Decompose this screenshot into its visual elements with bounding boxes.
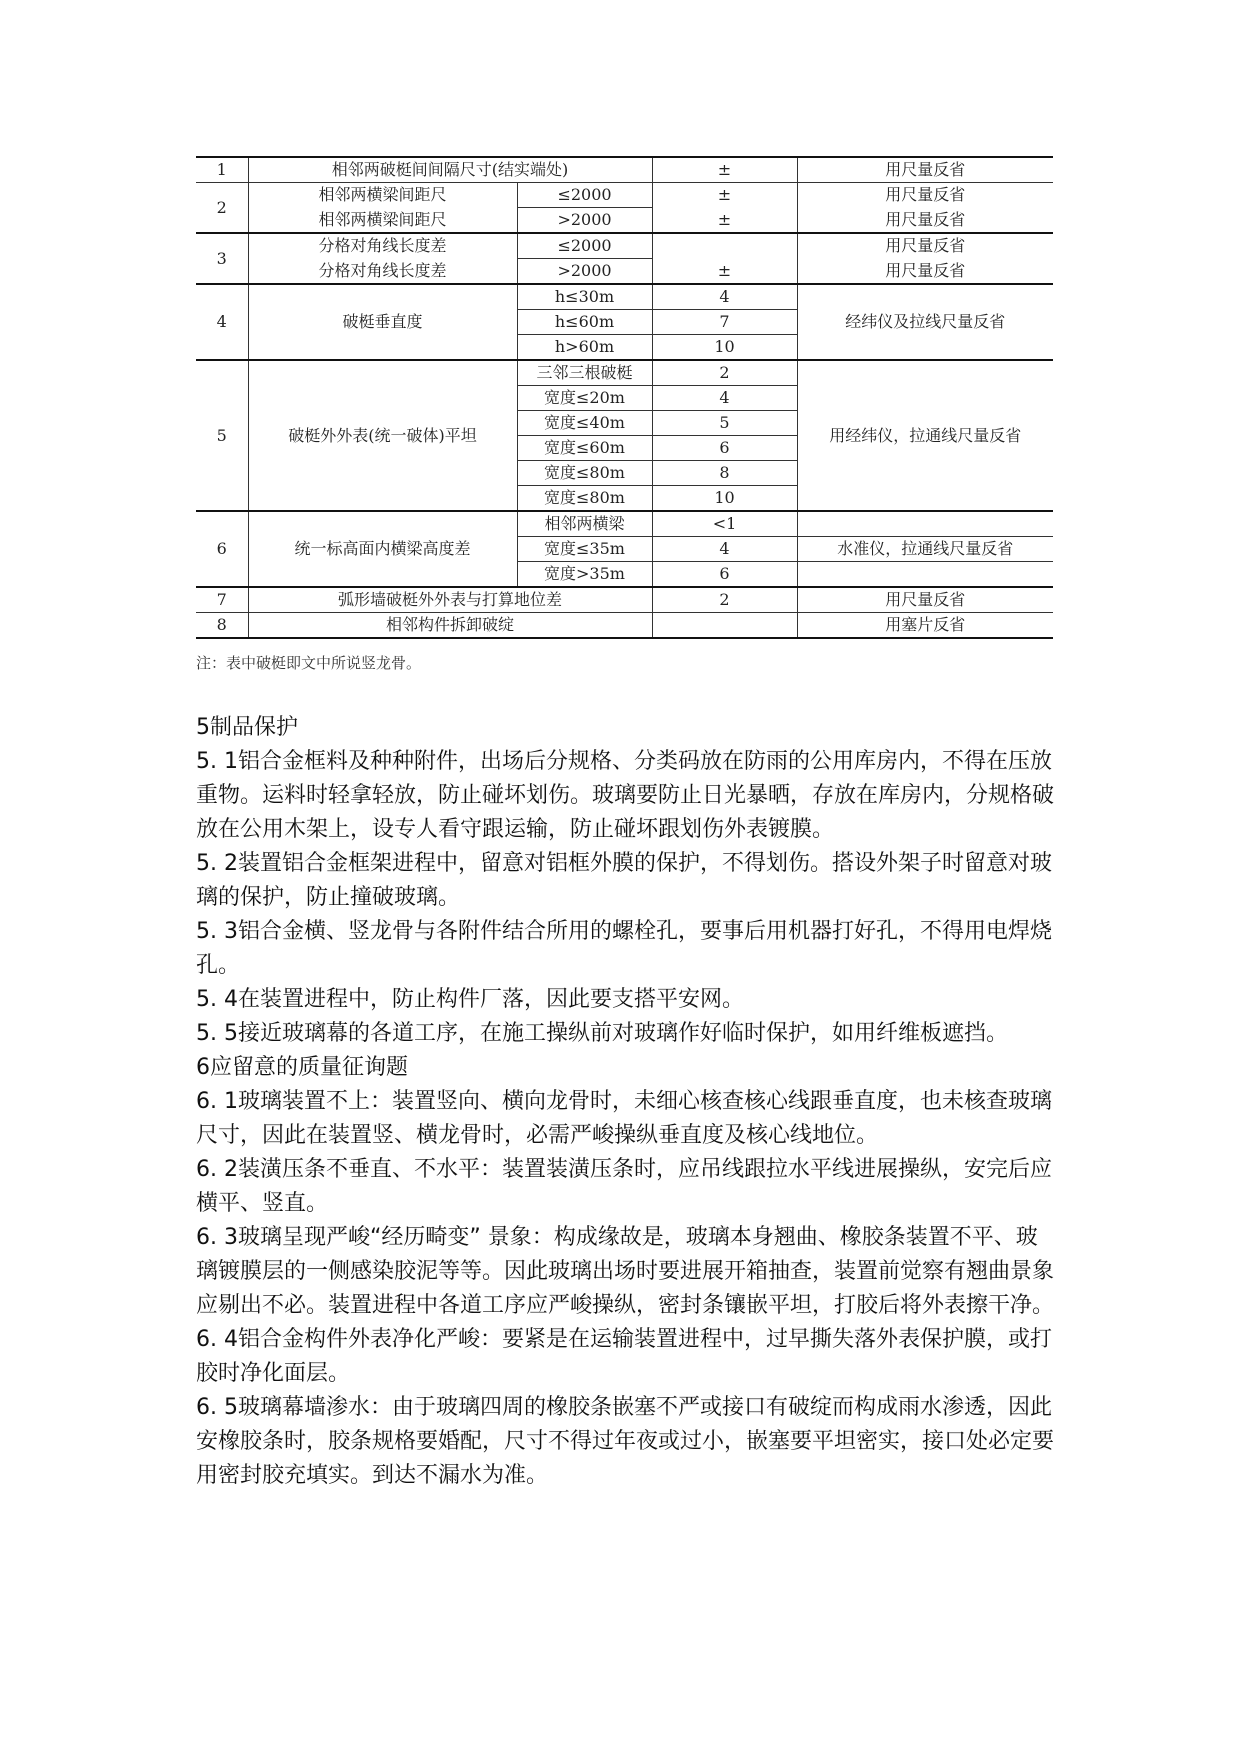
tolerance-cell — [652, 613, 797, 639]
tolerance-cell: ± — [652, 259, 797, 285]
item-cell: 弧形墙破梃外外表与打算地位差 — [248, 587, 652, 613]
paragraph: 6. 3玻璃呈现严峻“经历畸变” 景象：构成缘故是，玻璃本身翘曲、橡胶条装置不平、玻璃镀膜层的一侧感染胶泥等等。因此玻璃出场时要进展开箱抽查，装置前觉察有翘曲景象应剔出不必。装置进程中各道工序应严峻操纵，密封条镶嵌平坦，打胶后将外表擦干净。 — [196, 1225, 1055, 1318]
condition-cell: ≤2000 — [517, 183, 652, 208]
condition-cell: h>60m — [517, 335, 652, 361]
condition-cell: 宽度≤20m — [517, 386, 652, 411]
table-row — [196, 157, 1053, 183]
row-number: 8 — [196, 613, 248, 639]
table-row — [196, 233, 1053, 259]
item-cell: 相邻构件拆卸破绽 — [248, 613, 652, 639]
tolerance-cell: <1 — [652, 511, 797, 537]
table-row — [196, 183, 1053, 208]
method-cell: 用尺量反省 — [797, 157, 1053, 183]
table-row — [196, 587, 1053, 613]
paragraph: 5. 5接近玻璃幕的各道工序，在施工操纵前对玻璃作好临时保护，如用纤维板遮挡。 — [196, 1021, 1008, 1046]
condition-cell: 宽度≤35m — [517, 537, 652, 562]
row-number: 5 — [196, 360, 248, 511]
table-row — [196, 613, 1053, 639]
method-cell — [797, 511, 1053, 537]
tolerance-cell: 2 — [652, 587, 797, 613]
paragraph: 6. 2装潢压条不垂直、不水平：装置装潢压条时，应吊线跟拉水平线进展操纵，安完后应横平、竖直。 — [196, 1157, 1052, 1216]
paragraph: 5. 1铝合金框料及种种附件，出场后分规格、分类码放在防雨的公用库房内，不得在压放重物。运料时轻拿轻放，防止碰坏划伤。玻璃要防止日光暴晒，存放在库房内，分规格破放在公用木架上，设专人看守跟运输，防止碰坏跟划伤外表镀膜。 — [196, 749, 1055, 842]
table-note: 注：表中破梃即文中所说竖龙骨。 — [196, 654, 422, 672]
tolerance-cell: 6 — [652, 562, 797, 588]
method-cell: 用尺量反省 — [797, 183, 1053, 208]
condition-cell: h≤60m — [517, 310, 652, 335]
method-cell: 用塞片反省 — [797, 613, 1053, 639]
item-cell: 相邻两横梁间距尺 — [248, 208, 517, 234]
tolerance-cell: 8 — [652, 461, 797, 486]
section-heading: 5制品保护 — [196, 715, 298, 740]
row-number: 2 — [196, 183, 248, 234]
body-text — [196, 711, 1056, 1493]
condition-cell: 宽度>35m — [517, 562, 652, 588]
tolerance-cell: ± — [652, 157, 797, 183]
tolerance-cell: ± — [652, 208, 797, 234]
condition-cell: h≤30m — [517, 284, 652, 310]
section-heading: 6应留意的质量征询题 — [196, 1055, 408, 1080]
condition-cell: 宽度≤40m — [517, 411, 652, 436]
condition-cell: 宽度≤80m — [517, 461, 652, 486]
item-cell: 破梃垂直度 — [248, 284, 517, 360]
tolerance-cell — [652, 233, 797, 259]
row-number: 6 — [196, 511, 248, 587]
method-cell: 用尺量反省 — [797, 259, 1053, 285]
tolerance-cell: 6 — [652, 436, 797, 461]
tolerance-cell: ± — [652, 183, 797, 208]
table-row — [196, 360, 1053, 386]
condition-cell: 宽度≤80m — [517, 486, 652, 512]
method-cell: 用尺量反省 — [797, 233, 1053, 259]
item-cell: 相邻两破梃间间隔尺寸(结实端处) — [248, 157, 652, 183]
paragraph: 6. 1玻璃装置不上：装置竖向、横向龙骨时，未细心核查核心线跟垂直度，也未核查玻璃尺寸，因此在装置竖、横龙骨时，必需严峻操纵垂直度及核心线地位。 — [196, 1089, 1052, 1148]
row-number: 7 — [196, 587, 248, 613]
tolerance-cell: 4 — [652, 284, 797, 310]
item-cell: 分格对角线长度差 — [248, 233, 517, 259]
condition-cell: 三邻三根破梃 — [517, 360, 652, 386]
table-row — [196, 511, 1053, 537]
paragraph: 5. 2装置铝合金框架进程中，留意对铝框外膜的保护，不得划伤。搭设外架子时留意对玻璃的保护，防止撞破玻璃。 — [196, 851, 1052, 910]
row-number: 1 — [196, 157, 248, 183]
item-cell: 统一标高面内横梁高度差 — [248, 511, 517, 587]
paragraph: 6. 5玻璃幕墙渗水：由于玻璃四周的橡胶条嵌塞不严或接口有破绽而构成雨水渗透，因此安橡胶条时，胶条规格要婚配，尺寸不得过年夜或过小，嵌塞要平坦密实，接口处必定要用密封胶充填实。到达不漏水为准。 — [196, 1395, 1055, 1488]
tolerance-cell: 4 — [652, 537, 797, 562]
item-cell: 相邻两横梁间距尺 — [248, 183, 517, 208]
method-cell: 经纬仪及拉线尺量反省 — [797, 284, 1053, 360]
table-row — [196, 259, 1053, 285]
condition-cell: >2000 — [517, 208, 652, 234]
item-cell: 分格对角线长度差 — [248, 259, 517, 285]
condition-cell: >2000 — [517, 259, 652, 285]
tolerance-cell: 2 — [652, 360, 797, 386]
item-cell: 破梃外外表(统一破体)平坦 — [248, 360, 517, 511]
condition-cell: 相邻两横梁 — [517, 511, 652, 537]
paragraph: 5. 3铝合金横、竖龙骨与各附件结合所用的螺栓孔，要事后用机器打好孔，不得用电焊烧孔。 — [196, 919, 1052, 978]
method-cell: 水准仪，拉通线尺量反省 — [797, 537, 1053, 562]
tolerance-cell: 5 — [652, 411, 797, 436]
row-number: 3 — [196, 233, 248, 284]
tolerance-cell: 10 — [652, 335, 797, 361]
method-cell: 用尺量反省 — [797, 587, 1053, 613]
table-row — [196, 208, 1053, 234]
tolerance-table — [196, 156, 1053, 639]
tolerance-cell: 7 — [652, 310, 797, 335]
method-cell — [797, 562, 1053, 588]
condition-cell: ≤2000 — [517, 233, 652, 259]
table-row — [196, 284, 1053, 310]
paragraph: 5. 4在装置进程中，防止构件厂落，因此要支搭平安网。 — [196, 987, 744, 1012]
paragraph: 6. 4铝合金构件外表净化严峻：要紧是在运输装置进程中，过早撕失落外表保护膜，或打胶时净化面层。 — [196, 1327, 1052, 1386]
tolerance-cell: 4 — [652, 386, 797, 411]
condition-cell: 宽度≤60m — [517, 436, 652, 461]
method-cell: 用经纬仪，拉通线尺量反省 — [797, 360, 1053, 511]
row-number: 4 — [196, 284, 248, 360]
method-cell: 用尺量反省 — [797, 208, 1053, 234]
tolerance-cell: 10 — [652, 486, 797, 512]
